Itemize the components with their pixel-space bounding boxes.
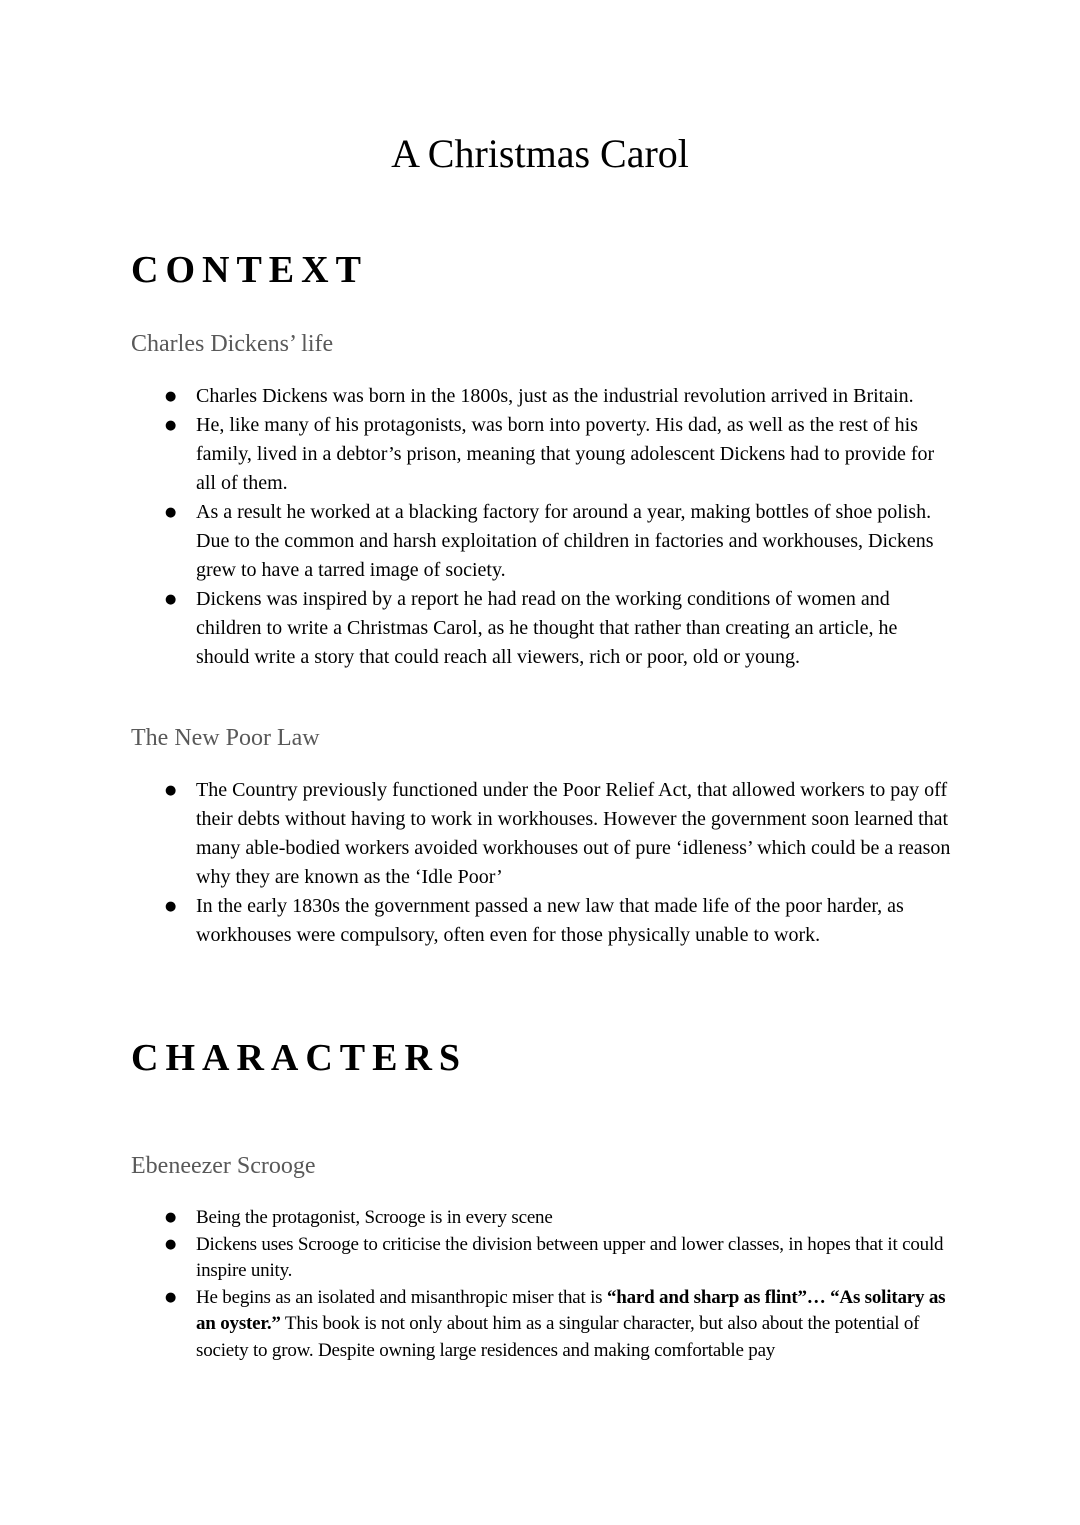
subheading-new-poor-law: The New Poor Law [131, 725, 320, 751]
list-item: ● Dickens uses Scrooge to criticise the division between upper and lower classes, in hopes that it could inspire unity. [131, 1232, 951, 1285]
dickens-life-list [131, 382, 951, 672]
list-item: ● Dickens was inspired by a report he had read on the working conditions of women and children to write a Christmas Carol, as he thought that rather than creating an article, he should write a story that could reach all viewers, rich or poor, old or young. [131, 585, 951, 672]
document-title: A Christmas Carol [391, 131, 689, 176]
section-heading-characters: CHARACTERS [131, 1037, 468, 1079]
list-item: ● In the early 1830s the government passed a new law that made life of the poor harder, as workhouses were compulsory, often even for those physically unable to work. [131, 892, 951, 950]
list-item: ● The Country previously functioned under the Poor Relief Act, that allowed workers to pay off their debts without having to work in workhouses. However the government soon learned that many able-bodied workers avoided workhouses out of pure ‘idleness’ which could be a reason why they are known as the ‘Idle Poor’ [131, 776, 951, 892]
scrooge-quote: “hard and sharp as flint”… “As solitary as an oyster.” [196, 1286, 946, 1334]
subheading-scrooge: Ebeneezer Scrooge [131, 1153, 316, 1179]
list-item-text: He begins as an isolated and misanthropic miser that is [196, 1286, 607, 1308]
list-item: ● Charles Dickens was born in the 1800s, just as the industrial revolution arrived in Britain. [131, 382, 951, 411]
list-item-text: This book is not only about him as a singular character, but also about the potential of society to grow. Despite owning large residences and making comfortable pay [196, 1313, 920, 1361]
list-item [131, 1285, 951, 1365]
list-item: ● Being the protagonist, Scrooge is in every scene [131, 1205, 951, 1232]
list-item: ● As a result he worked at a blacking factory for around a year, making bottles of shoe polish. Due to the common and harsh exploitation of children in factories and workhouses, Dickens grew to have a tarred image of society. [131, 498, 951, 585]
section-heading-context: CONTEXT [131, 249, 368, 291]
scrooge-list [131, 1205, 951, 1364]
poor-law-list [131, 776, 951, 950]
subheading-dickens-life: Charles Dickens’ life [131, 331, 334, 357]
list-item: ● He, like many of his protagonists, was born into poverty. His dad, as well as the rest of his family, lived in a debtor’s prison, meaning that young adolescent Dickens had to provide for all of them. [131, 411, 951, 498]
